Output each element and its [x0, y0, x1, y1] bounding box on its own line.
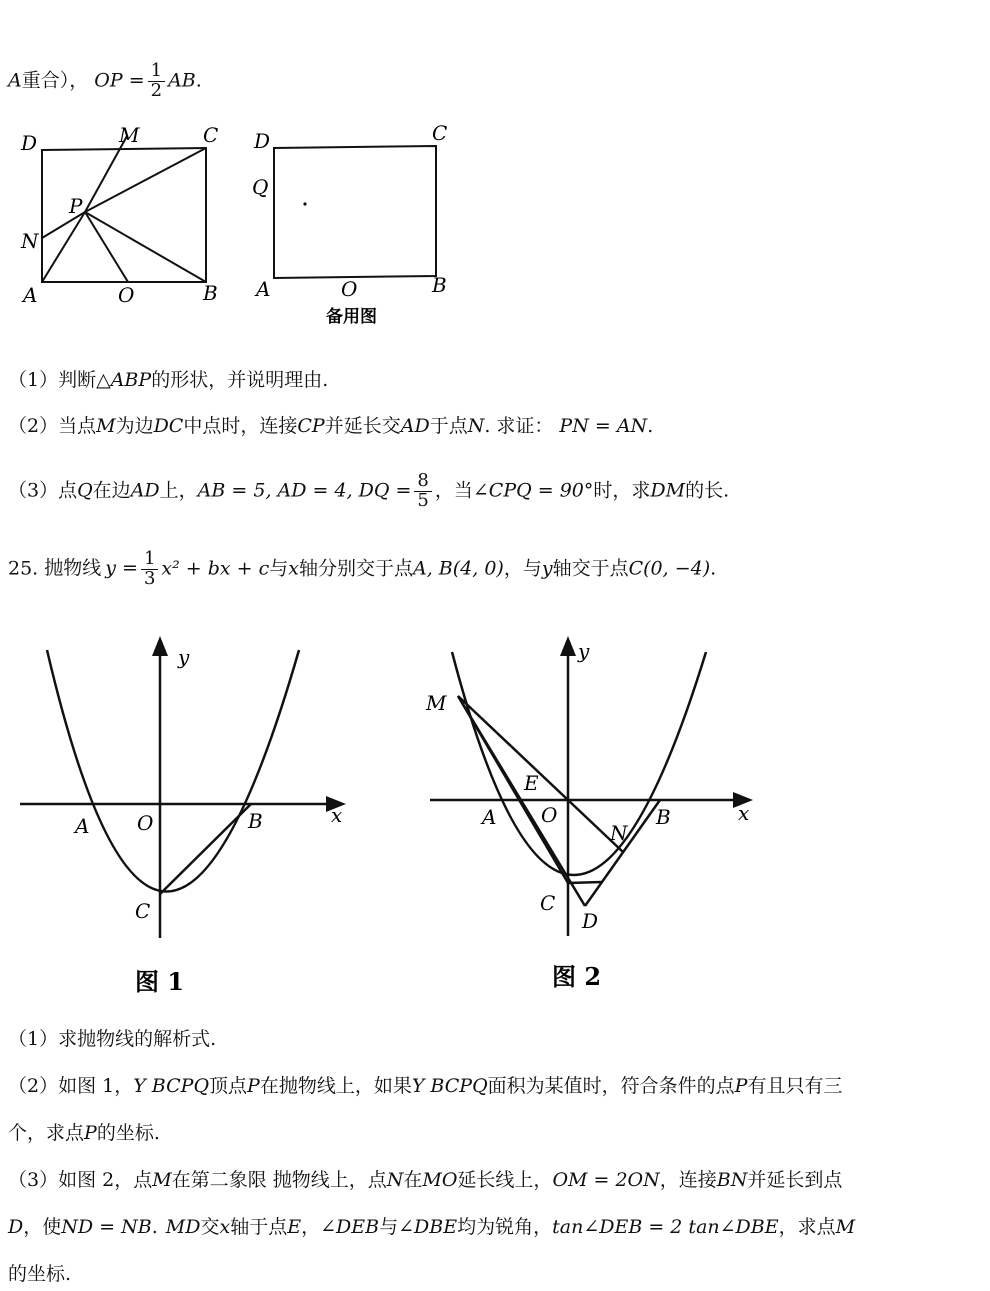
- q25-part2-line2: [8, 1124, 160, 1143]
- fraction-eight-fifths: [414, 472, 431, 511]
- part1-prefix: （1）判断: [8, 369, 97, 391]
- fraction-denominator: 3: [143, 567, 156, 589]
- text: 有且只有三: [747, 1075, 843, 1097]
- segment-md: MD: [165, 1216, 201, 1238]
- part2-prefix: （2）如图 1，: [8, 1075, 134, 1097]
- y-arrow-icon: [152, 636, 168, 656]
- fraction-one-third: [141, 550, 158, 589]
- text: ，连接: [659, 1169, 717, 1191]
- segment-ad: AD: [400, 415, 430, 437]
- parabola: [47, 650, 299, 892]
- equation-nd-nb: ND = NB: [61, 1216, 152, 1238]
- fraction-numerator: 8: [414, 472, 431, 492]
- text: 并延长交: [324, 415, 401, 437]
- period: .: [647, 415, 654, 437]
- period: .: [195, 69, 202, 92]
- label-c: C: [135, 899, 151, 923]
- point-d: D: [8, 1216, 24, 1238]
- point-m: M: [835, 1216, 856, 1238]
- part2-prefix: （2）当点: [8, 415, 97, 437]
- q25-part3-line3: [8, 1265, 71, 1284]
- label-m: M: [119, 123, 140, 147]
- point-m: M: [152, 1169, 172, 1191]
- segment-pb: [85, 212, 206, 282]
- label-d: D: [21, 131, 38, 155]
- label-n: N: [21, 229, 39, 253]
- q25-part3-line2: [8, 1218, 855, 1237]
- text: 在: [403, 1169, 423, 1191]
- label-d: D: [582, 909, 599, 933]
- q25-part2-line1: [8, 1077, 842, 1096]
- segment-cp: CP: [297, 415, 325, 437]
- label-c: C: [432, 121, 448, 145]
- text: 与: [379, 1216, 399, 1238]
- part1-text: （1）求抛物线的解析式.: [8, 1028, 217, 1050]
- text: 均为锐角，: [457, 1216, 553, 1238]
- label-a: A: [23, 283, 38, 307]
- label-o: O: [137, 811, 154, 835]
- part1-suffix: 的形状，并说明理由.: [151, 369, 329, 391]
- point-c: C(0, −4): [628, 557, 711, 580]
- segment-mo: [458, 696, 568, 800]
- point-e: E: [287, 1216, 302, 1238]
- fraction-numerator: 1: [141, 550, 158, 570]
- segment-bn: BN: [716, 1169, 748, 1191]
- text: 轴于点: [230, 1216, 288, 1238]
- angle-deb: ∠DEB: [320, 1216, 380, 1238]
- dot-mark: [303, 202, 306, 205]
- segment-c-to-bd: [568, 882, 602, 883]
- part3-prefix: （3）如图 2，点: [8, 1169, 153, 1191]
- point-p: P: [84, 1122, 97, 1144]
- label-x: x: [738, 801, 750, 825]
- label-e: E: [524, 771, 539, 795]
- text: 为边: [115, 415, 154, 437]
- point-m: M: [96, 415, 116, 437]
- label-b: B: [656, 805, 671, 829]
- q25-part3-line1: [8, 1171, 842, 1190]
- parallelogram-bcpq: Y BCPQ: [411, 1075, 488, 1097]
- q24-part1: [8, 371, 328, 390]
- text: 轴分别交于点: [298, 557, 413, 580]
- segment-cb: [160, 804, 251, 894]
- label-n: N: [610, 821, 628, 845]
- text: ，当: [434, 479, 473, 502]
- text: 时，求: [593, 479, 651, 502]
- label-b: B: [203, 281, 218, 305]
- q24-figure-spare: [248, 118, 463, 333]
- label-q: Q: [252, 175, 269, 199]
- question-number: 25.: [8, 557, 39, 580]
- text: 中点时，连接: [183, 415, 298, 437]
- q24-continuation: [8, 62, 202, 101]
- segment-mc: [458, 696, 568, 883]
- q25-part1: [8, 1030, 216, 1049]
- label-c: C: [203, 123, 219, 147]
- q25-figure-1: [10, 628, 360, 1003]
- fraction-denominator: 2: [150, 79, 163, 101]
- point-q: Q: [77, 479, 93, 502]
- segment-pa: [42, 212, 85, 282]
- point-p: P: [734, 1075, 748, 1097]
- part3-prefix: （3）点: [8, 479, 78, 502]
- segment-po: [85, 212, 128, 282]
- text: 于点: [429, 415, 468, 437]
- point-p: P: [247, 1075, 260, 1097]
- text-point-a: A: [8, 69, 22, 92]
- fraction-numerator: 1: [148, 62, 165, 82]
- eq-op: OP =: [94, 69, 145, 92]
- segment-bd: [585, 800, 660, 906]
- text: 的长.: [685, 479, 730, 502]
- text-coincide: 重合），: [21, 69, 89, 92]
- text: ，: [301, 1216, 321, 1238]
- period: .: [710, 557, 717, 580]
- segment-mo: MO: [422, 1169, 458, 1191]
- label-d: D: [254, 129, 271, 153]
- label-o: O: [118, 283, 135, 307]
- angle-dbe: ∠DBE: [398, 1216, 458, 1238]
- label-b: B: [432, 273, 447, 297]
- tangent-relation: tan∠DEB = 2 tan∠DBE: [552, 1216, 779, 1238]
- fraction-half: [148, 62, 165, 101]
- label-x: x: [331, 803, 343, 827]
- parabola: [452, 652, 706, 875]
- label-y: y: [578, 639, 590, 663]
- caption-figure-2: 图 2: [552, 962, 602, 991]
- label-c: C: [540, 891, 556, 915]
- x-axis-name: x: [288, 557, 299, 580]
- triangle-abp: △ABP: [96, 369, 152, 391]
- eq-y: y =: [105, 557, 138, 580]
- label-o: O: [341, 277, 358, 301]
- segment-ab: AB: [168, 69, 196, 92]
- y-arrow-icon: [560, 636, 576, 656]
- segment-ad: AD: [130, 479, 160, 502]
- q25-figure-2: [420, 628, 770, 1003]
- label-o: O: [541, 803, 558, 827]
- text: 个，求点: [8, 1122, 85, 1144]
- label-a: A: [482, 805, 497, 829]
- text: 的坐标.: [96, 1122, 160, 1144]
- point-n: N: [467, 415, 485, 437]
- parallelogram-bcpq: Y BCPQ: [133, 1075, 210, 1097]
- text: ，与: [503, 557, 542, 580]
- text: ，使: [23, 1216, 62, 1238]
- point-n: N: [386, 1169, 404, 1191]
- text: 交: [200, 1216, 220, 1238]
- text: 轴交于点: [552, 557, 629, 580]
- points-ab: A, B(4, 0): [413, 557, 504, 580]
- angle-cpq: ∠CPQ = 90°: [472, 479, 594, 502]
- label-a: A: [256, 277, 271, 301]
- q24-part3: [8, 472, 729, 511]
- label-y: y: [178, 645, 190, 669]
- text: . 求证：: [484, 415, 554, 437]
- polynomial: x² + bx + c: [161, 557, 270, 580]
- q24-figure-main: [15, 120, 230, 310]
- text: 与: [269, 557, 289, 580]
- text: .: [151, 1216, 158, 1238]
- caption-figure-1: 图 1: [135, 967, 185, 996]
- text: 并延长到点: [747, 1169, 843, 1191]
- text: 上，: [159, 479, 198, 502]
- q24-part2: [8, 417, 653, 436]
- label-b: B: [248, 809, 263, 833]
- fraction-denominator: 5: [417, 489, 429, 511]
- segment-dm: DM: [650, 479, 686, 502]
- caption-spare: 备用图: [326, 307, 377, 327]
- label-a: A: [75, 814, 90, 838]
- text: 顶点: [209, 1075, 248, 1097]
- text: 抛物线上，点: [266, 1169, 387, 1191]
- label-m: M: [426, 691, 447, 715]
- equation-pn-an: PN = AN: [559, 415, 648, 437]
- text: 面积为某值时，符合条件的点: [487, 1075, 735, 1097]
- text: 的坐标.: [8, 1263, 72, 1285]
- equation-om-on: OM = 2ON: [552, 1169, 660, 1191]
- label-p: P: [69, 194, 83, 218]
- text: 在抛物线上，如果: [259, 1075, 412, 1097]
- text: 在边: [92, 479, 131, 502]
- q25-stem: [8, 550, 716, 589]
- given-lengths: AB = 5, AD = 4, DQ =: [197, 479, 412, 502]
- x-axis-name: x: [219, 1216, 231, 1238]
- text: ，求点: [778, 1216, 836, 1238]
- text: 抛物线: [44, 557, 102, 580]
- segment-dc: DC: [153, 415, 184, 437]
- text: 在第二象限: [171, 1169, 267, 1191]
- y-axis-name: y: [541, 557, 553, 580]
- text: 延长线上，: [457, 1169, 553, 1191]
